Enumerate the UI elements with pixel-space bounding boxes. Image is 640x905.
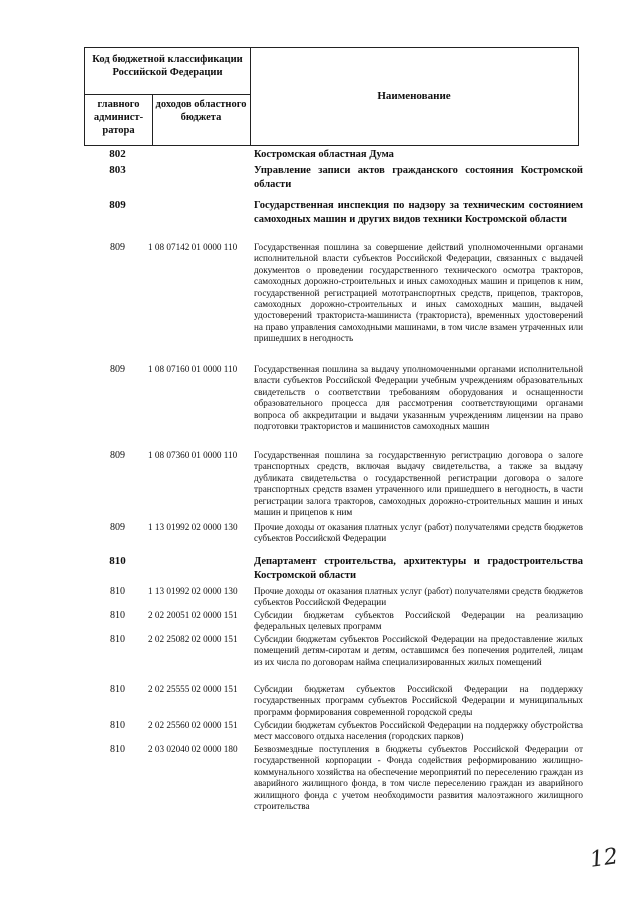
row-income-code: 2 02 25560 02 0000 151 <box>148 720 238 730</box>
row-admin-code: 810 <box>110 720 125 731</box>
row-name: Департамент строительства, архитектуры и градостроительства Костромской области <box>254 556 583 581</box>
row-admin-code: 810 <box>110 744 125 755</box>
row-admin-code: 809 <box>110 522 125 533</box>
header-code-group: Код бюджетной классификации Российской Федерации <box>92 54 243 78</box>
row-admin-code: 803 <box>109 164 126 176</box>
header-admin: главного админист-ратора <box>93 99 144 136</box>
page-number: 12 <box>588 844 620 873</box>
table-header <box>84 47 579 146</box>
row-name: Прочие доходы от оказания платных услуг (работ) получателями средств бюджетов субъектов Российской Федерации <box>254 586 583 608</box>
row-income-code: 1 08 07160 01 0000 110 <box>148 364 238 374</box>
row-name: Прочие доходы от оказания платных услуг (работ) получателями средств бюджетов субъектов Российской Федерации <box>254 522 583 544</box>
row-admin-code: 810 <box>110 610 125 621</box>
row-admin-code: 810 <box>110 586 125 597</box>
row-income-code: 1 08 07142 01 0000 110 <box>148 242 238 252</box>
row-admin-code: 809 <box>110 364 125 375</box>
row-admin-code: 809 <box>110 242 125 253</box>
row-name: Управление записи актов гражданского состояния Костромской области <box>254 165 583 190</box>
row-admin-code: 810 <box>110 634 125 645</box>
row-admin-code: 810 <box>110 684 125 695</box>
row-admin-code: 809 <box>109 199 126 211</box>
row-admin-code: 809 <box>110 450 125 461</box>
row-name: Безвозмездные поступления в бюджеты субъектов Российской Федерации от государственной корпорации - Фонда содействия реформированию жилищно-коммунального хозяйства на обеспечение мероприятий по переселению граждан из аварийного жилищного фонда, в том числе переселению граждан из аварийного жилищного фонда с учетом необходимости развития малоэтажного жилищного строительства <box>254 744 583 812</box>
row-name: Субсидии бюджетам субъектов Российской Федерации на предоставление жилых помещений детям-сиротам и детям, оставшимся без попечения родителей, лицам из их числа по договорам найма специализированных жилых помещений <box>254 634 583 667</box>
row-income-code: 1 08 07360 01 0000 110 <box>148 450 238 460</box>
row-name: Субсидии бюджетам субъектов Российской Федерации на поддержку обустройства мест массового отдыха населения (городских парков) <box>254 720 583 742</box>
row-income-code: 1 13 01992 02 0000 130 <box>148 586 238 596</box>
row-name: Государственная пошлина за государственную регистрацию договора о залоге транспортных средств, включая выдачу свидетельства, а также за выдачу дубликата свидетельства о государственной регистрации договора о залоге транспортных средств взамен утраченного или пришедшего в негодность, в части регистрации залога тракторов, самоходных дорожно-строительных машин и иных машин и прицепов к ним <box>254 450 583 518</box>
row-name: Костромская областная Дума <box>254 149 394 160</box>
row-name: Субсидии бюджетам субъектов Российской Федерации на поддержку государственных программ субъектов Российской Федерации и муниципальных программ формирования современной городской среды <box>254 684 583 717</box>
row-income-code: 2 02 25082 02 0000 151 <box>148 634 238 644</box>
row-admin-code: 802 <box>109 148 126 160</box>
row-income-code: 1 13 01992 02 0000 130 <box>148 522 238 532</box>
row-name: Государственная пошлина за совершение действий уполномоченными органами исполнительной власти субъектов Российской Федерации, связанных с выдачей документов о проведении государственного технического осмотра тракторов, самоходных дорожно-строительных и иных самоходных машин и прицепов к ним, государственной регистрацией мототранспортных средств, прицепов, тракторов, самоходных дорожно-строительных и иных самоходных машин, выдачей удостоверений тракториста-машиниста (тракториста), временных удостоверений на право управления самоходными машинами, в том числе взамен утраченных или пришедших в негодность <box>254 242 583 344</box>
row-income-code: 2 03 02040 02 0000 180 <box>148 744 238 754</box>
row-name: Государственная пошлина за выдачу уполномоченными органами исполнительной власти субъектов Российской Федерации учебным учреждениям образовательных свидетельств о соответствии требованиям оборудования и оснащенности образовательного процесса для рассмотрения соответствующими органами вопроса об аккредитации и выдачи указанным учреждениям лицензии на право подготовки трактористов и машинистов самоходных машин <box>254 364 583 432</box>
header-income: доходов областного бюджета <box>155 99 247 123</box>
row-income-code: 2 02 25555 02 0000 151 <box>148 684 238 694</box>
row-name: Государственная инспекция по надзору за техническим состоянием самоходных машин и других видов техники Костромской области <box>254 200 583 225</box>
row-admin-code: 810 <box>109 555 126 567</box>
row-name: Субсидии бюджетам субъектов Российской Федерации на реализацию федеральных целевых программ <box>254 610 583 632</box>
row-income-code: 2 02 20051 02 0000 151 <box>148 610 238 620</box>
header-name: Наименование <box>377 90 451 102</box>
